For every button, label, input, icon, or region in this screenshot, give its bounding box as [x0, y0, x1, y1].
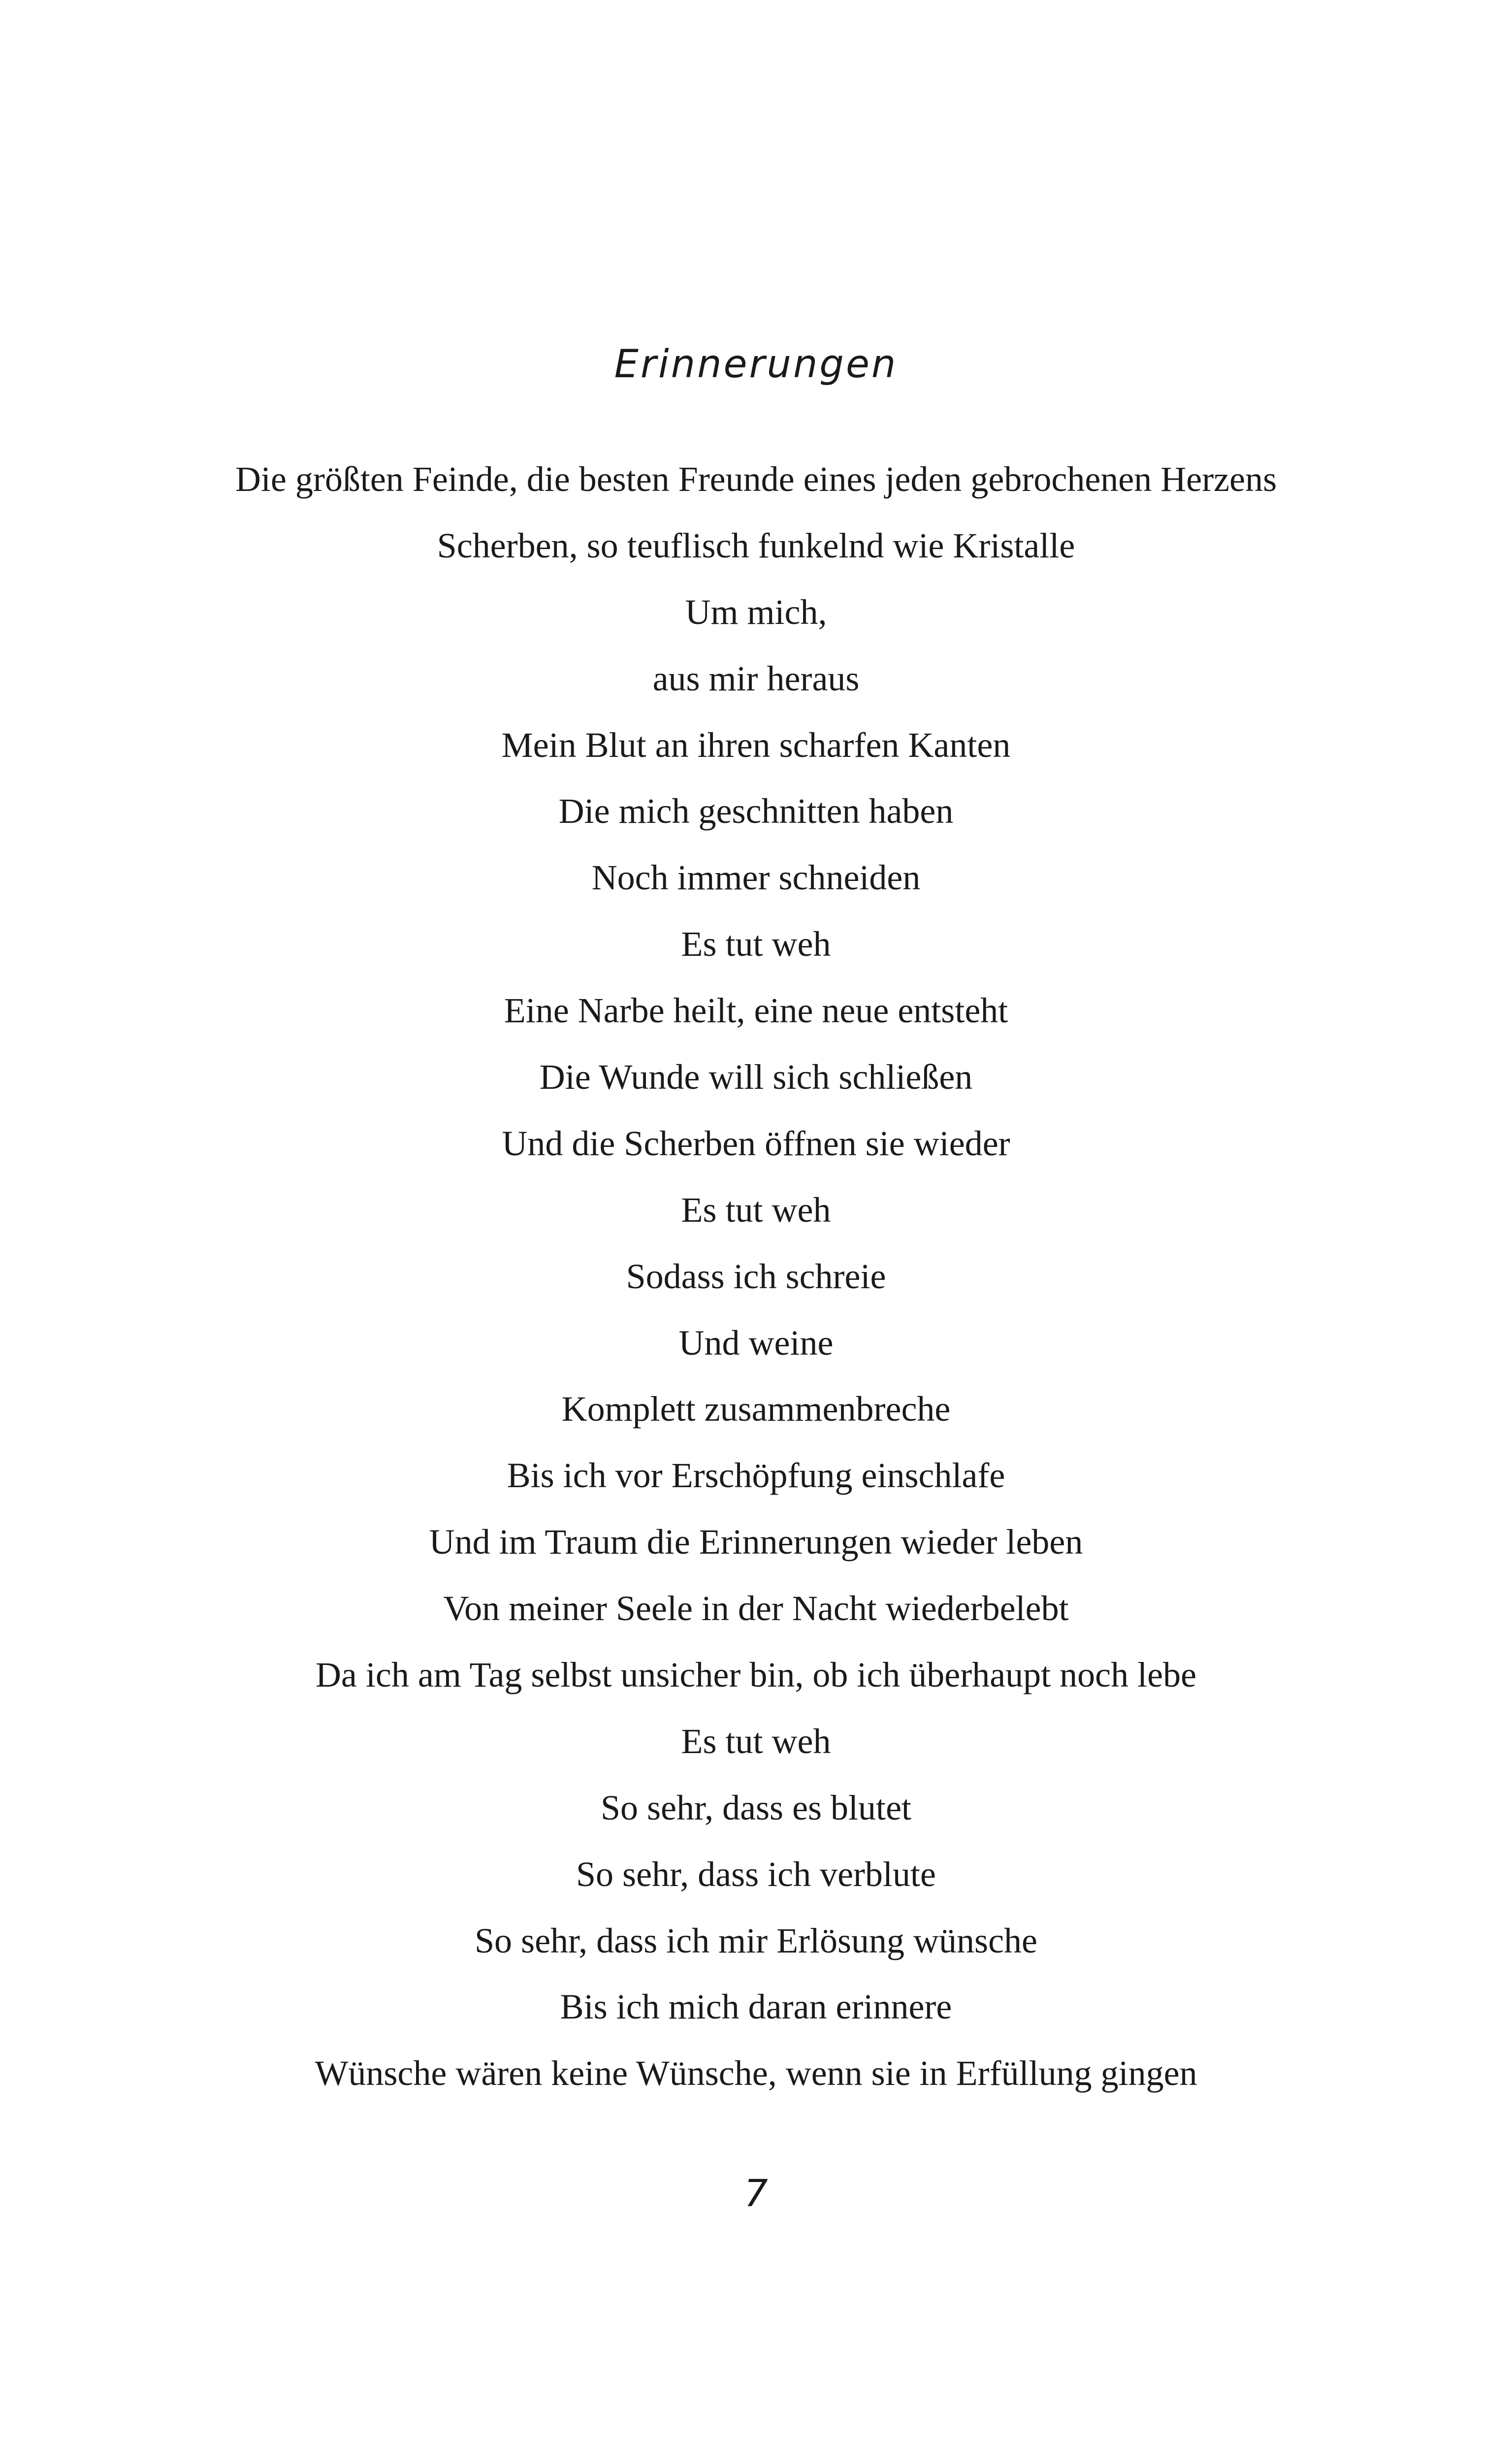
poem-title: Erinnerungen: [614, 342, 898, 387]
poem-line: Die größten Feinde, die besten Freunde eines jeden gebrochenen Herzens: [235, 459, 1277, 499]
poem-line: Von meiner Seele in der Nacht wiederbelebt: [443, 1589, 1069, 1629]
poem-line: So sehr, dass ich verblute: [576, 1854, 936, 1894]
poem-line: Wünsche wären keine Wünsche, wenn sie in Erfüllung gingen: [315, 2053, 1197, 2093]
poem-line: Und die Scherben öffnen sie wieder: [502, 1123, 1010, 1163]
poem-line: Es tut weh: [681, 1721, 831, 1761]
poem-line: Scherben, so teuflisch funkelnd wie Kristalle: [437, 525, 1075, 565]
poem-line: Komplett zusammenbreche: [561, 1389, 951, 1429]
poem-line: Noch immer schneiden: [591, 858, 921, 898]
poem-line: Da ich am Tag selbst unsicher bin, ob ich überhaupt noch lebe: [315, 1655, 1197, 1695]
poem-line: Bis ich mich daran erinnere: [560, 1987, 952, 2027]
page-number: 7: [744, 2171, 768, 2215]
poem-line: Bis ich vor Erschöpfung einschlafe: [507, 1456, 1005, 1496]
poem-line: So sehr, dass ich mir Erlösung wünsche: [475, 1921, 1037, 1960]
poem-line: Die Wunde will sich schließen: [539, 1057, 973, 1097]
poem-line: So sehr, dass es blutet: [600, 1788, 912, 1827]
poem-line: Sodass ich schreie: [626, 1256, 886, 1296]
poem-line: Und im Traum die Erinnerungen wieder leben: [429, 1522, 1083, 1562]
poem-line: Mein Blut an ihren scharfen Kanten: [501, 725, 1011, 765]
poem-line: Es tut weh: [681, 924, 831, 964]
poem-line: Die mich geschnitten haben: [558, 791, 954, 831]
poem-body: [0, 446, 1512, 2107]
poem-line: Um mich,: [685, 592, 827, 632]
poem-line: Und weine: [678, 1323, 834, 1363]
poem-line: Eine Narbe heilt, eine neue entsteht: [504, 991, 1008, 1031]
poem-line: Es tut weh: [681, 1190, 831, 1230]
poem-line: aus mir heraus: [652, 658, 860, 698]
